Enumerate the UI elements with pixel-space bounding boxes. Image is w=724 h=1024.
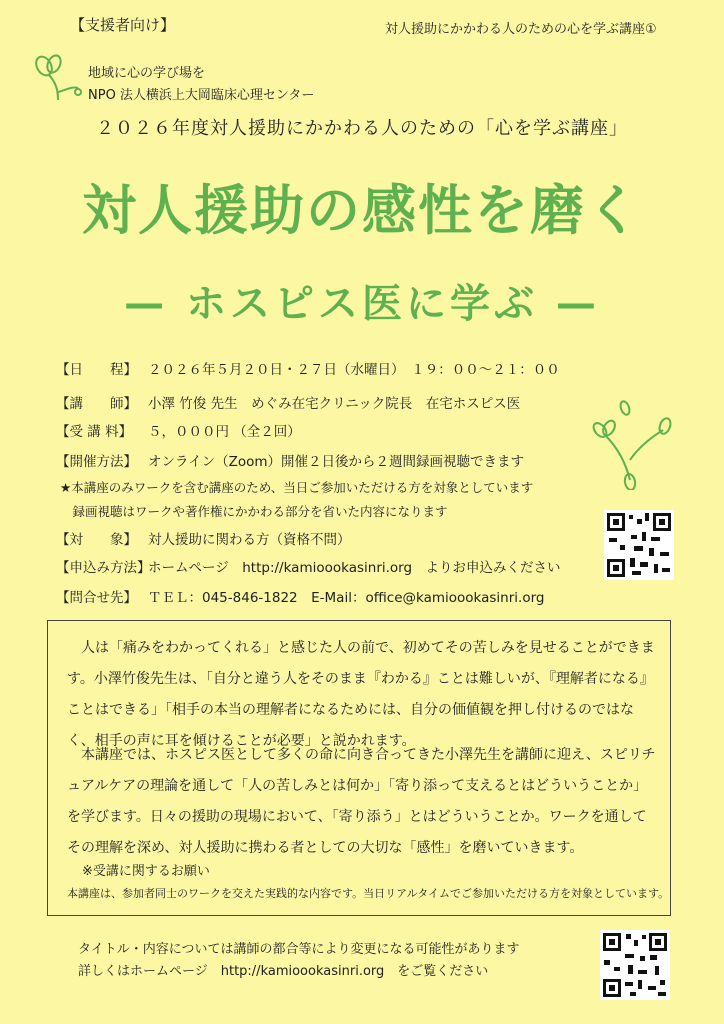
detail-value: 対人援助に関わる方（資格不問） bbox=[148, 532, 351, 548]
detail-value: ５，０００円 （全２回） bbox=[148, 424, 301, 440]
clover-sprout-icon bbox=[28, 52, 88, 104]
detail-row bbox=[56, 586, 544, 606]
detail-label: 【対 象】 bbox=[56, 532, 137, 548]
detail-label: 【日 程】 bbox=[56, 362, 137, 378]
detail-value[interactable]: ホームページ http://kamioookasinri.org よりお申込みください bbox=[148, 560, 561, 576]
detail-row bbox=[56, 358, 560, 378]
clover-sprig-icon bbox=[585, 390, 685, 490]
detail-label: 【問合せ先】 bbox=[56, 590, 137, 606]
detail-row bbox=[56, 528, 351, 548]
detail-label: 【開催方法】 bbox=[56, 454, 137, 470]
detail-value: 小澤 竹俊 先生 めぐみ在宅クリニック院長 在宅ホスピス医 bbox=[148, 396, 521, 412]
footer-notice: タイトル・内容については講師の都合等により変更になる可能性があります bbox=[78, 942, 520, 957]
footer-website[interactable]: 詳しくはホームページ http://kamioookasinri.org をご覧ください bbox=[78, 964, 489, 979]
audience-tag: 【支援者向け】 bbox=[70, 16, 176, 34]
qr-code-icon[interactable] bbox=[600, 930, 670, 1000]
program-title: ２０２６年度対人援助にかかわる人のための「心を学ぶ講座」 bbox=[96, 118, 628, 139]
detail-label: 【受 講 料】 bbox=[56, 424, 133, 440]
qr-code-icon[interactable] bbox=[604, 510, 674, 580]
request-heading: ※受講に関するお願い bbox=[82, 864, 210, 879]
detail-row bbox=[56, 556, 561, 576]
detail-value: ２０２６年５月２０日・２７日（水曜日） １９：００～２１：００ bbox=[148, 362, 560, 378]
detail-row bbox=[56, 392, 520, 412]
note-line: ★本講座のみワークを含む講座のため、当日ご参加いただける方を対象としています bbox=[60, 480, 534, 495]
main-subtitle: — ホスピス医に学ぶ — bbox=[124, 281, 600, 327]
detail-row bbox=[56, 420, 301, 440]
detail-label: 【申込み方法】 bbox=[56, 560, 151, 576]
note-line: 録画視聴はワークや著作権にかかわる部分を省いた内容になります bbox=[60, 504, 448, 519]
detail-value: オンライン（Zoom）開催２日後から２週間録画視聴できます bbox=[148, 454, 525, 470]
organizer-name: NPO 法人横浜上大岡臨床心理センター bbox=[88, 88, 315, 103]
detail-label: 【講 師】 bbox=[56, 396, 137, 412]
description-paragraph: 本講座では、ホスピス医として多くの命に向き合ってきた小澤先生を講師に迎え、スピリチュアルケアの理論を通して「人の苦しみとは何か」「寄り添って支えるとはどういうことか」を学びます。日々の援助の現場において、「寄り添う」とはどういうことか。ワークを通してその理解を深め、対人援助に携わる者としての大切な「感性」を磨いていきます。 bbox=[67, 747, 656, 856]
main-title: 対人援助の感性を磨く bbox=[82, 179, 642, 242]
detail-row bbox=[56, 450, 524, 470]
organizer-slogan: 地域に心の学び場を bbox=[88, 66, 206, 81]
detail-value[interactable]: ＴＥＬ：045-846-1822 E-Mail：office@kamioookasinri.org bbox=[148, 590, 545, 606]
request-body: 本講座は、参加者同士のワークを交えた実践的な内容です。当日リアルタイムでご参加いただける方を対象としています。 bbox=[67, 887, 670, 900]
description-paragraph: 人は「痛みをわかってくれる」と感じた人の前で、初めてその苦しみを見せることができます。小澤竹俊先生は、「自分と違う人をそのまま『わかる』ことは難しいが、『理解者になる』ことはできる」「相手の本当の理解者になるためには、自分の価値観を押し付けるのではなく、相手の声に耳を傾けることが必要」と説かれます。 bbox=[67, 640, 655, 749]
series-label: 対人援助にかかわる人のための心を学ぶ講座① bbox=[385, 22, 657, 37]
